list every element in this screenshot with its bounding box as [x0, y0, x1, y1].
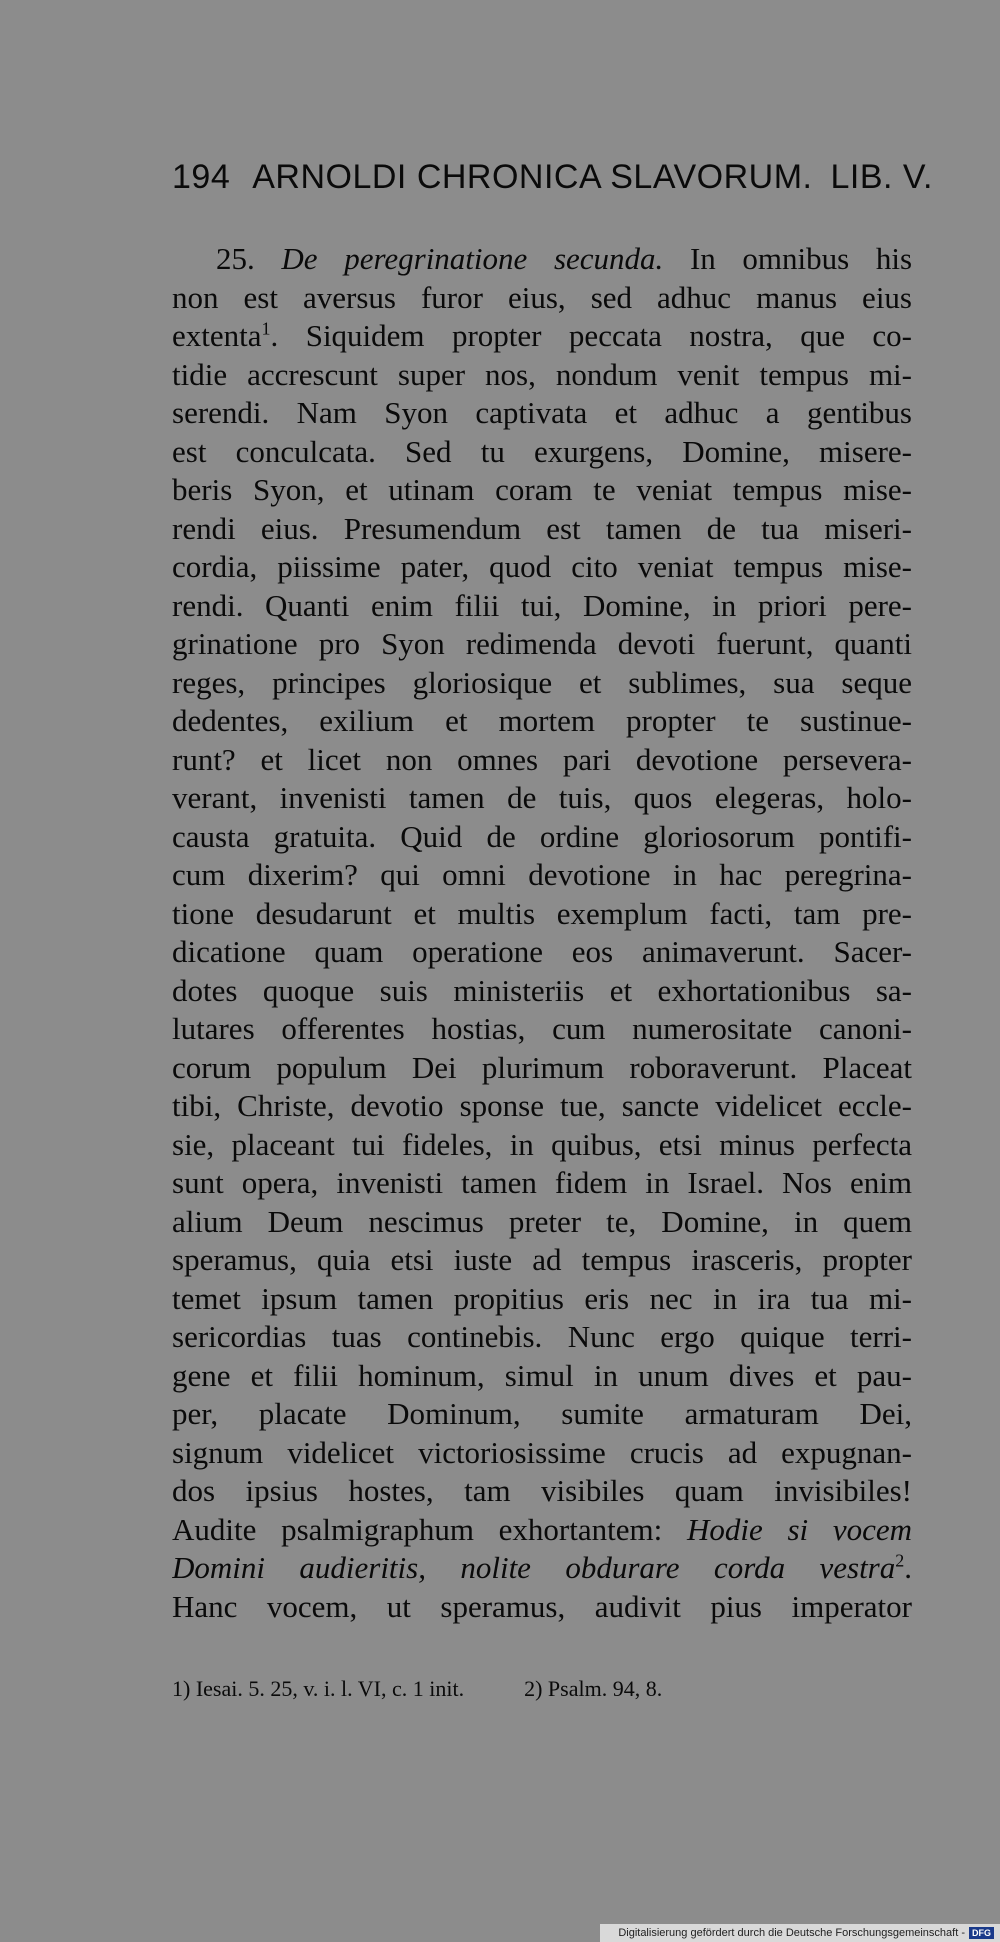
text-line: extenta$^1$. Siquidem propter peccata nostra, que co-: [172, 318, 912, 353]
text-line: signum videlicet victoriosissime crucis ad expugnan-: [172, 1434, 912, 1470]
text-line: Domini audieritis, nolite obdurare corda vestra$^2$.: [172, 1550, 912, 1585]
text-line: sericordias tuas continebis. Nunc ergo quique terri-: [172, 1319, 912, 1354]
text-line: [172, 1511, 912, 1550]
page-number: 194: [172, 158, 231, 196]
footnote-1: 1) Iesai. 5. 25, v. i. l. VI, c. 1 init.: [172, 1676, 465, 1701]
text-line: per, placate Dominum, sumite armaturam Dei,: [172, 1396, 912, 1431]
quote-italic: Hodie si vocem: [686, 1511, 912, 1547]
footnote-2: 2) Psalm. 94, 8.: [524, 1676, 663, 1701]
text-line: verant, invenisti tamen de tuis, quos elegeras, holo-: [172, 780, 912, 815]
text-line: sunt opera, invenisti tamen fidem in Israel. Nos enim: [172, 1165, 912, 1200]
text-line: rendi. Quanti enim filii tui, Domine, in priori pere-: [172, 587, 912, 623]
chapter-title: De peregrinatione secunda.: [281, 241, 664, 276]
text-line: lutares offerentes hostias, cum numerositate canoni-: [172, 1011, 912, 1046]
running-title: ARNOLDI CHRONICA SLAVORUM.: [252, 158, 813, 196]
text-line: runt? et licet non omnes pari devotione persevera-: [172, 741, 912, 777]
text-line: rendi eius. Presumendum est tamen de tua miseri-: [172, 510, 912, 546]
text-line: gene et filii hominum, simul in unum dives et pau-: [172, 1357, 912, 1393]
text-line: tibi, Christe, devotio sponse tue, sancte videlicet eccle-: [172, 1088, 912, 1123]
text-line: beris Syon, et utinam coram te veniat tempus mise-: [172, 472, 912, 507]
footnote-ref-1: 1: [261, 318, 271, 339]
text-line: corum populum Dei plurimum roboraverunt. Placeat: [172, 1049, 912, 1085]
text-line: reges, principes gloriosique et sublimes, sua seque: [172, 664, 912, 700]
quote-italic: Domini audieritis, nolite obdurare corda vestra: [172, 1550, 896, 1585]
text-line: [172, 240, 912, 279]
text-line: cordia, piissime pater, quod cito veniat tempus mise-: [172, 549, 912, 584]
book-number: LIB. V.: [830, 158, 933, 196]
text-line: causta gratuita. Quid de ordine gloriosorum pontifi-: [172, 818, 912, 854]
chapter-number: 25.: [216, 241, 255, 276]
text-line: temet ipsum tamen propitius eris nec in ira tua mi-: [172, 1280, 912, 1316]
text-line: serendi. Nam Syon captivata et adhuc a gentibus: [172, 395, 912, 430]
footnotes: [172, 1676, 912, 1702]
text-line: grinatione pro Syon redimenda devoti fuerunt, quanti: [172, 626, 912, 661]
text-line: Hanc vocem, ut speramus, audivit pius imperator: [172, 1588, 912, 1624]
running-header: [172, 158, 933, 197]
dfg-logo-icon: DFG: [969, 1927, 994, 1939]
text-line: tione desudarunt et multis exemplum facti, tam pre-: [172, 895, 912, 931]
footnote-ref-2: 2: [895, 1550, 905, 1571]
text-line: dedentes, exilium et mortem propter te sustinue-: [172, 703, 912, 738]
text-line: dos ipsius hostes, tam visibiles quam invisibiles!: [172, 1473, 912, 1508]
digitization-credit: [600, 1924, 1000, 1942]
text-line: est conculcata. Sed tu exurgens, Domine, misere-: [172, 433, 912, 469]
text-line: alium Deum nescimus preter te, Domine, in quem: [172, 1203, 912, 1239]
text-line: sie, placeant tui fideles, in quibus, etsi minus perfecta: [172, 1126, 912, 1162]
text-line: cum dixerim? qui omni devotione in hac peregrina-: [172, 857, 912, 892]
text-line: dicatione quam operatione eos animaverunt. Sacer-: [172, 934, 912, 969]
text-segment: In omnibus his: [689, 241, 912, 276]
text-segment: Audite psalmigraphum exhortantem:: [172, 1511, 663, 1547]
main-text: [172, 240, 912, 1626]
text-line: tidie accrescunt super nos, nondum venit tempus mi-: [172, 356, 912, 392]
text-line: non est aversus furor eius, sed adhuc manus eius: [172, 279, 912, 315]
text-segment: extenta: [172, 318, 262, 353]
text-line: dotes quoque suis ministeriis et exhortationibus sa-: [172, 972, 912, 1008]
text-line: speramus, quia etsi iuste ad tempus irasceris, propter: [172, 1242, 912, 1277]
text-segment: Siquidem propter peccata nostra, que co-: [305, 318, 912, 353]
credit-text: Digitalisierung gefördert durch die Deutsche Forschungsgemeinschaft -: [618, 1927, 965, 1939]
